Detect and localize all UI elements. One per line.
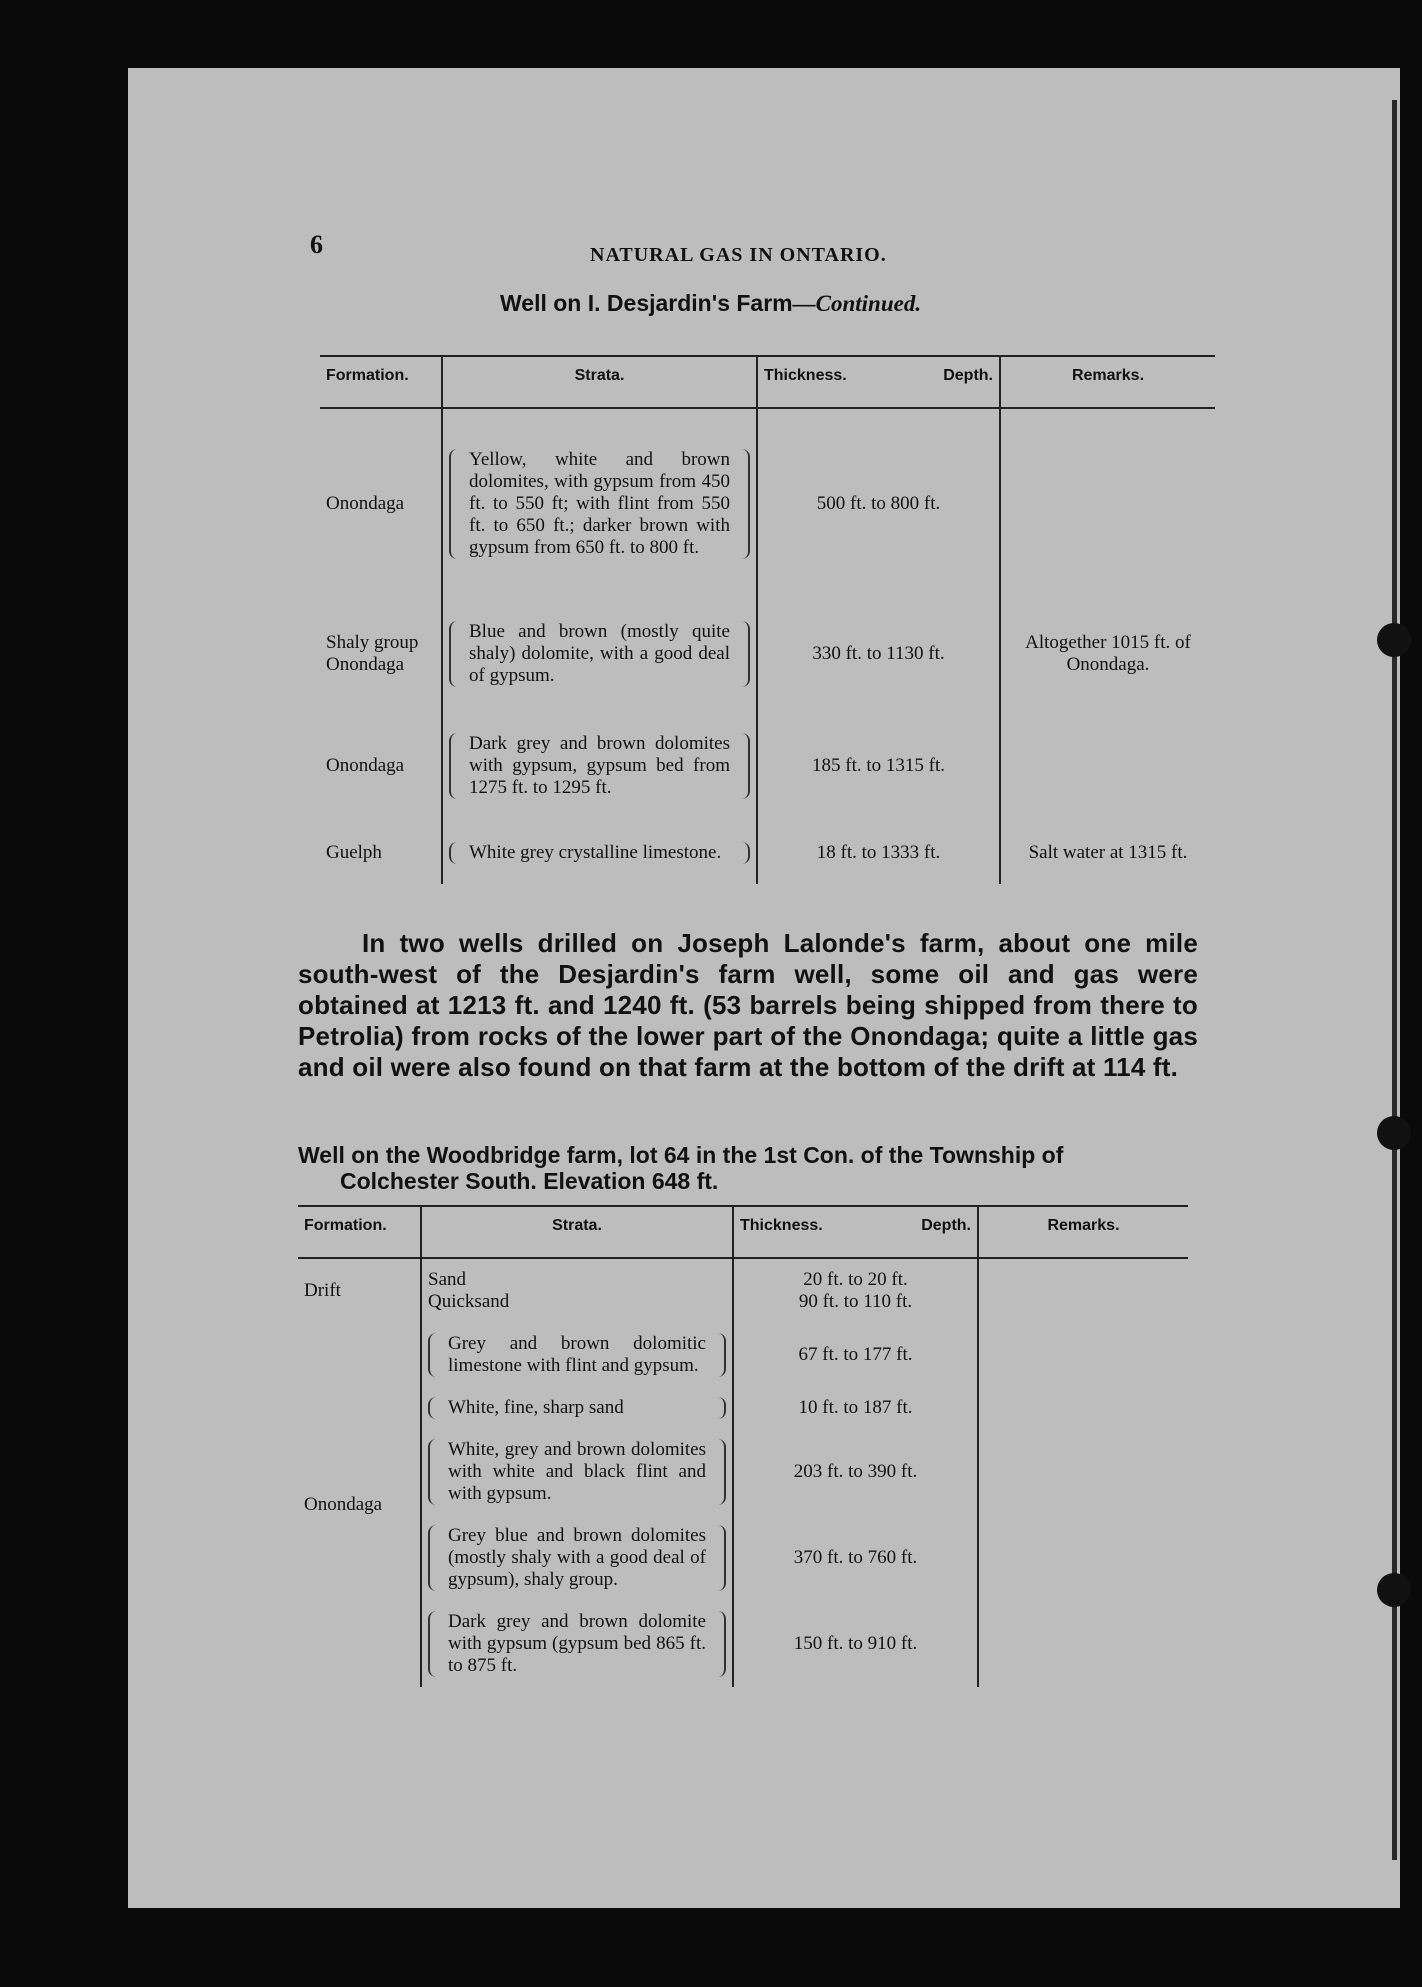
thickness-depth-cell: 185 ft. to 1315 ft.: [757, 710, 1000, 822]
table-row: [320, 710, 1215, 822]
thickness-depth-cell: 20 ft. to 20 ft.: [733, 1258, 978, 1291]
strata-text: Yellow, white and brown dolomites, with gypsum from 450 ft. to 550 ft; with flint from 550 ft. to 650 ft.; darker brown with gypsum from 650 ft. to 800 ft.: [449, 449, 750, 559]
table2-header-row: [298, 1206, 1188, 1258]
formation-cell: Onondaga: [298, 1323, 421, 1687]
strata-text: Dark grey and brown dolomites with gypsum, gypsum bed from 1275 ft. to 1295 ft.: [449, 733, 750, 799]
strata-cell: Quicksand: [421, 1291, 733, 1323]
column-header-remarks: Remarks.: [1000, 356, 1215, 408]
formation-cell: Drift: [298, 1258, 421, 1323]
strata-cell: [421, 1601, 733, 1687]
column-header-formation: Formation.: [320, 356, 442, 408]
remarks-cell: Altogether 1015 ft. of Onondaga.: [1025, 632, 1191, 675]
table1: [320, 355, 1215, 884]
strata-cell: [421, 1387, 733, 1429]
strata-text: White grey crystalline limestone.: [449, 842, 750, 864]
table2: [298, 1205, 1188, 1687]
strata-cell: Sand: [421, 1258, 733, 1291]
running-title: NATURAL GAS IN ONTARIO.: [590, 244, 887, 266]
remarks-cell: [1000, 710, 1215, 822]
thickness-depth-cell: 500 ft. to 800 ft.: [757, 408, 1000, 598]
strata-text: White, grey and brown dolomites with white and black flint and with gypsum.: [428, 1439, 726, 1505]
column-header-thickness: Thickness.: [740, 1217, 823, 1234]
strata-text: White, fine, sharp sand: [428, 1397, 726, 1419]
column-header-depth: Depth.: [921, 1217, 971, 1234]
table-row: [298, 1258, 1188, 1291]
strata-cell: [421, 1515, 733, 1601]
strata-cell: [421, 1429, 733, 1515]
strata-cell: [442, 408, 757, 598]
column-header-remarks: Remarks.: [978, 1206, 1188, 1258]
thickness-depth-cell: 18 ft. to 1333 ft.: [757, 822, 1000, 884]
table2-caption: [298, 1142, 1198, 1194]
page-number: 6: [310, 230, 324, 259]
strata-text: Grey and brown dolomitic limestone with flint and gypsum.: [428, 1333, 726, 1377]
thickness-depth-cell: 90 ft. to 110 ft.: [733, 1291, 978, 1323]
table1-caption-main: Well on I. Desjardin's Farm: [500, 290, 793, 316]
remarks-cell: Salt water at 1315 ft.: [1028, 842, 1188, 863]
formation-cell: Onondaga: [320, 408, 442, 598]
binding-hole: [1377, 623, 1411, 657]
table-row: [320, 822, 1215, 884]
thickness-depth-cell: 330 ft. to 1130 ft.: [757, 598, 1000, 710]
strata-cell: [442, 710, 757, 822]
column-header-depth: Depth.: [943, 367, 993, 384]
thickness-depth-cell: 67 ft. to 177 ft.: [733, 1323, 978, 1387]
table1-caption: [500, 290, 921, 317]
formation-cell: Guelph: [320, 822, 442, 884]
column-header-thickness: Thickness.: [764, 367, 847, 384]
binding-hole: [1377, 1116, 1411, 1150]
table2-caption-line1: Well on the Woodbridge farm, lot 64 in the 1st Con. of the Township of: [298, 1142, 1064, 1168]
column-header-strata: Strata.: [442, 356, 757, 408]
body-paragraph-text: In two wells drilled on Joseph Lalonde's farm, about one mile south-west of the Desjardin's farm well, some oil and gas were obtained at 1213 ft. and 1240 ft. (53 barrels being shipped from there to Petrolia) from rocks of the lower part of the Onondaga; quite a little gas and oil were also found on that farm at the bottom of the drift at 114 ft.: [298, 928, 1198, 1082]
thickness-depth-cell: 203 ft. to 390 ft.: [733, 1429, 978, 1515]
thickness-depth-cell: 370 ft. to 760 ft.: [733, 1515, 978, 1601]
strata-text: Grey blue and brown dolomites (mostly shaly with a good deal of gypsum), shaly group.: [428, 1525, 726, 1591]
thickness-depth-cell: 10 ft. to 187 ft.: [733, 1387, 978, 1429]
table1-caption-suffix: —Continued.: [792, 291, 922, 316]
binding-hole: [1377, 1573, 1411, 1607]
strata-cell: [442, 598, 757, 710]
remarks-cell: [978, 1258, 1188, 1687]
strata-text: Blue and brown (mostly quite shaly) dolomite, with a good deal of gypsum.: [449, 621, 750, 687]
formation-cell: Shaly group Onondaga: [320, 598, 442, 710]
body-paragraph: [298, 928, 1198, 1083]
table-row: [320, 598, 1215, 710]
table-row: [320, 408, 1215, 598]
column-header-thickness-depth: [733, 1206, 978, 1258]
strata-text: Dark grey and brown dolomite with gypsum (gypsum bed 865 ft. to 875 ft.: [428, 1611, 726, 1677]
column-header-thickness-depth: [757, 356, 1000, 408]
table2-caption-line2: Colchester South. Elevation 648 ft.: [340, 1168, 719, 1194]
column-header-strata: Strata.: [421, 1206, 733, 1258]
thickness-depth-cell: 150 ft. to 910 ft.: [733, 1601, 978, 1687]
strata-cell: [421, 1323, 733, 1387]
formation-cell: Onondaga: [320, 710, 442, 822]
column-header-formation: Formation.: [298, 1206, 421, 1258]
table1-header-row: [320, 356, 1215, 408]
remarks-cell: [1000, 408, 1215, 598]
strata-cell: [442, 822, 757, 884]
